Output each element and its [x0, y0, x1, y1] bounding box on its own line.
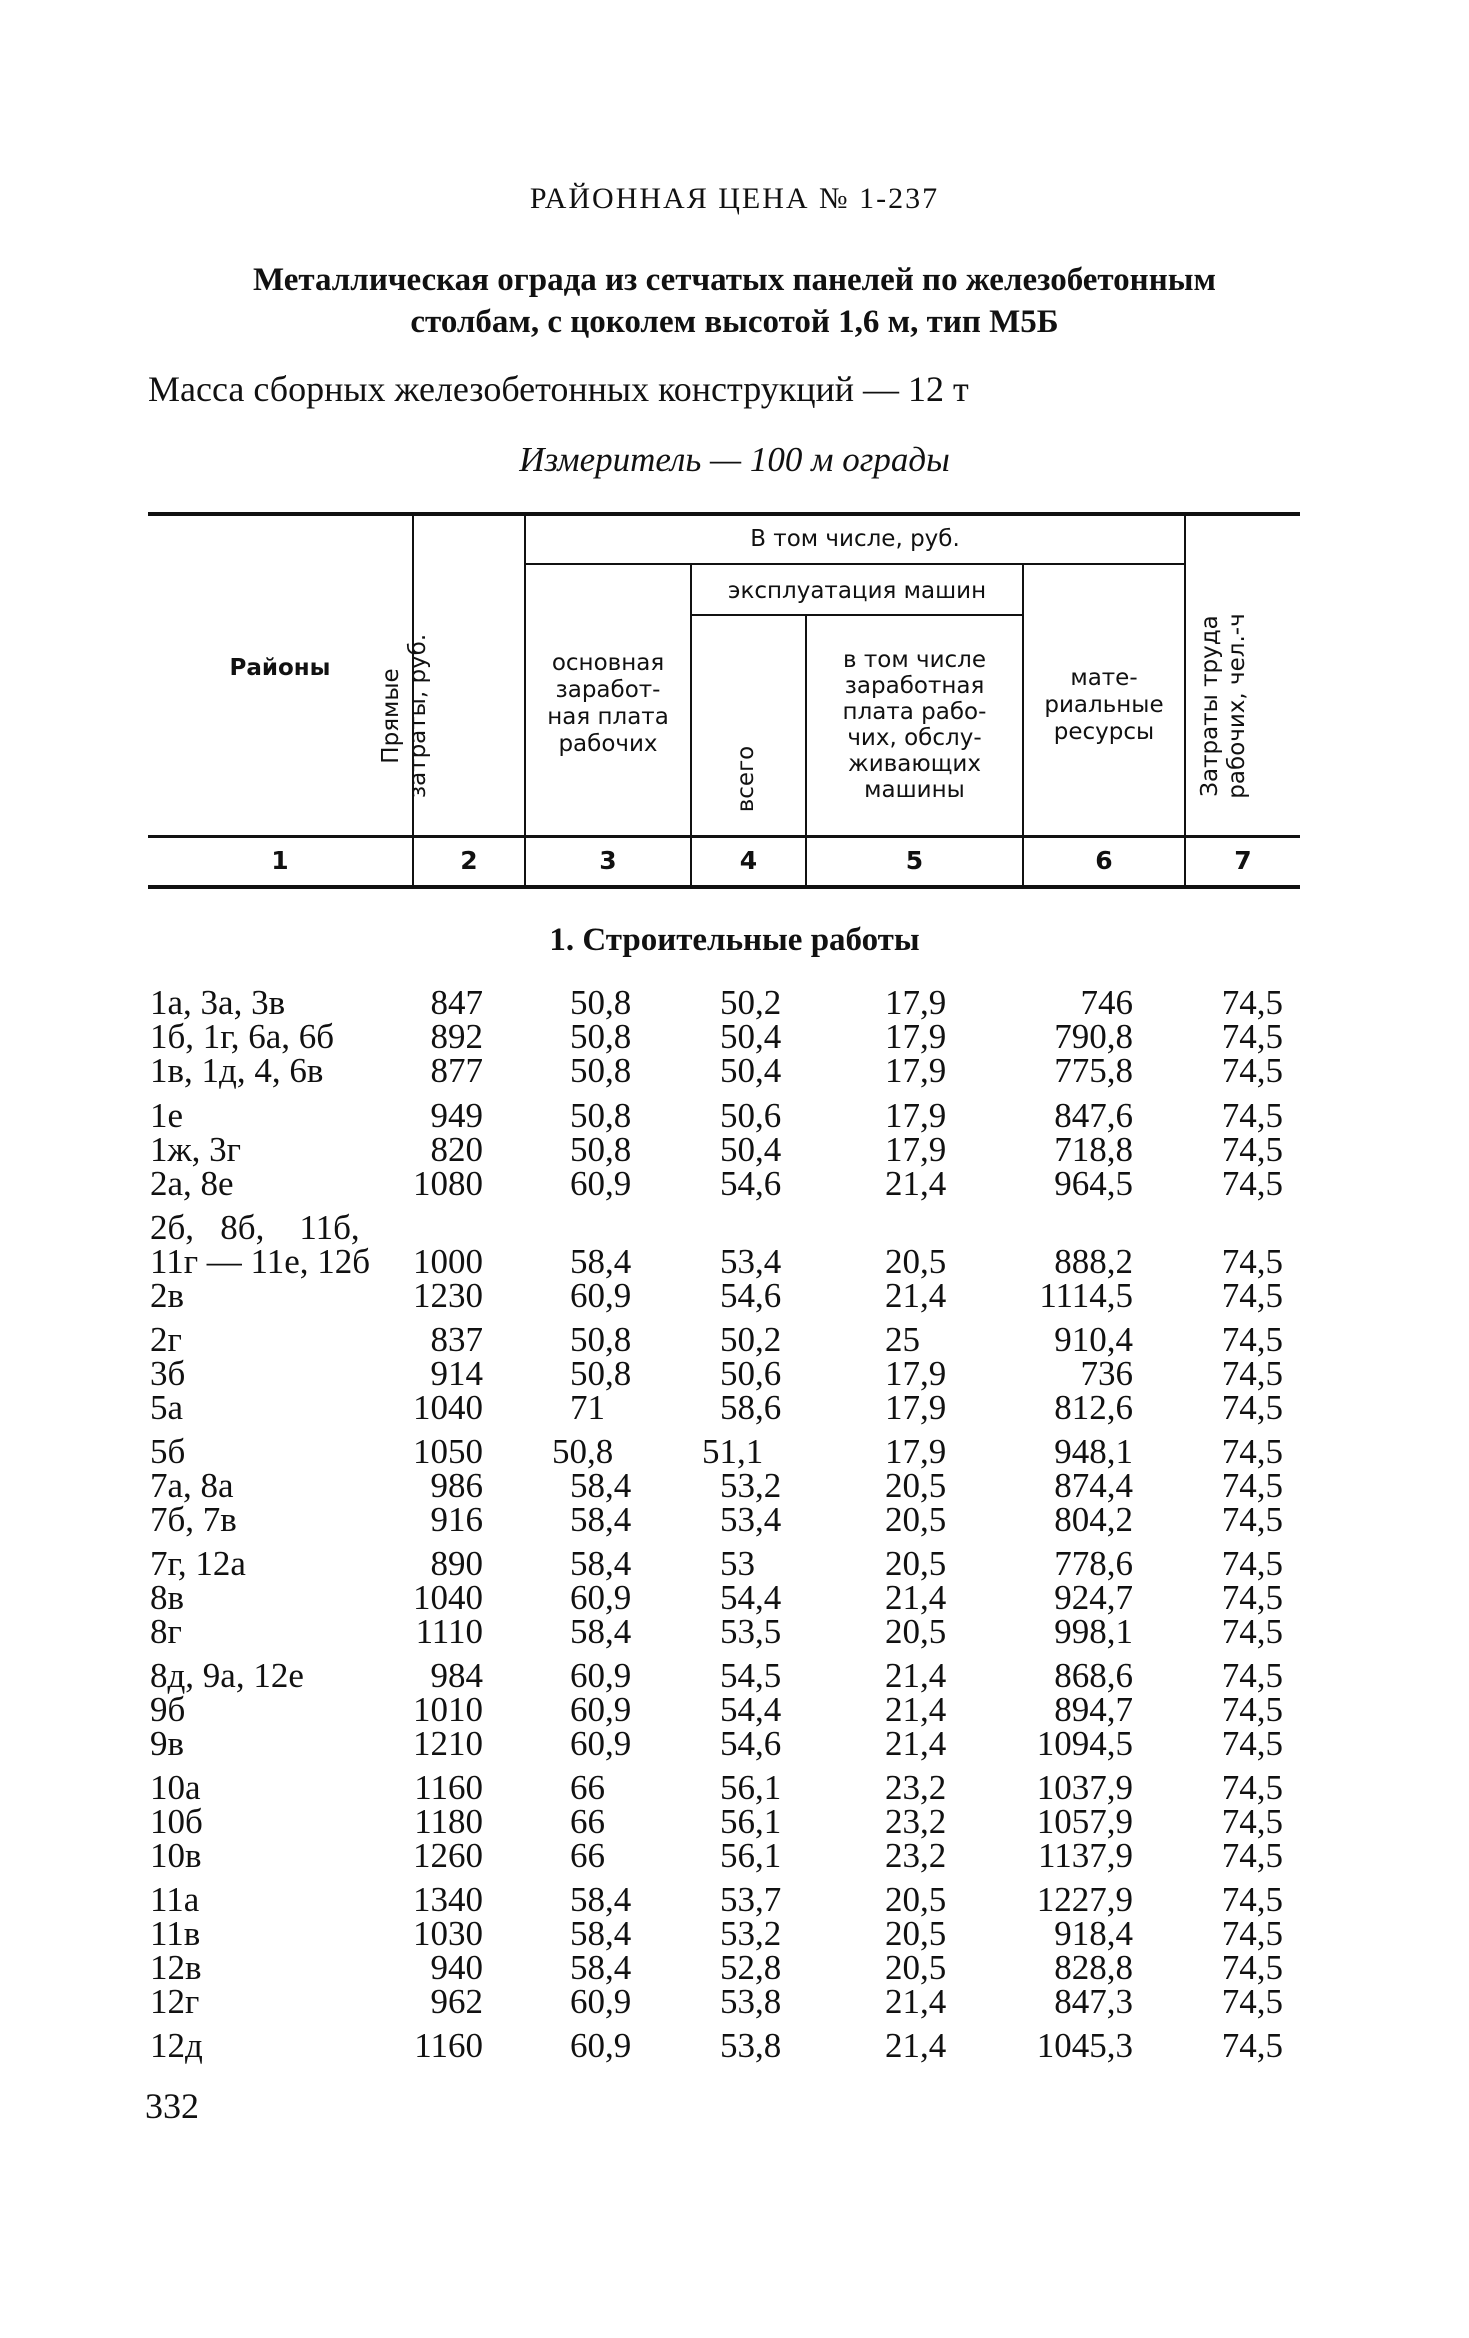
col-number-4: 4: [739, 846, 758, 875]
cell-machines-total: 53: [720, 1544, 755, 1583]
cell-operator-wage: 21,4: [885, 1982, 947, 2021]
cell-materials: 718,8: [1054, 1130, 1133, 1169]
cell-base-wage: 58,4: [570, 1914, 632, 1953]
cell-base-wage: 58,4: [570, 1544, 632, 1583]
cell-machines-total: 58,6: [720, 1388, 782, 1427]
cell-direct-costs: 1110: [415, 1612, 483, 1651]
cell-base-wage: 50,8: [570, 1051, 632, 1090]
cell-region: 11а: [150, 1880, 200, 1919]
cell-operator-wage: 23,2: [885, 1802, 947, 1841]
group-rule-machines: [690, 614, 1022, 616]
page-heading: РАЙОННАЯ ЦЕНА № 1-237: [529, 182, 940, 215]
cell-machines-total: 54,4: [720, 1690, 782, 1729]
header-labor: Затраты труда рабочих, чел.-ч: [1197, 613, 1250, 799]
cell-region: 1а, 3а, 3в: [150, 983, 286, 1022]
cell-region: 1б, 1г, 6а, 6б: [150, 1017, 335, 1056]
table-row: [0, 1692, 1469, 1728]
cell-region: 8г: [150, 1612, 182, 1651]
cell-machines-total: 54,4: [720, 1578, 782, 1617]
cell-region: 5а: [150, 1388, 184, 1427]
header-direct-costs: Прямые затраты, руб.: [378, 633, 431, 799]
cell-materials: 1114,5: [1039, 1276, 1133, 1315]
cell-machines-total: 53,2: [720, 1466, 782, 1505]
cell-direct-costs: 890: [430, 1544, 483, 1583]
cell-operator-wage: 23,2: [885, 1768, 947, 1807]
cell-region: 2г: [150, 1320, 182, 1359]
cell-machines-total: 50,2: [720, 1320, 782, 1359]
cell-labor: 74,5: [1221, 1612, 1283, 1651]
cell-region: 9в: [150, 1724, 185, 1763]
cell-labor: 74,5: [1221, 1017, 1283, 1056]
cell-operator-wage: 17,9: [885, 1354, 947, 1393]
cell-base-wage: 58,4: [570, 1500, 632, 1539]
cell-materials: 804,2: [1054, 1500, 1133, 1539]
cell-region: 2в: [150, 1276, 185, 1315]
cell-region: 7г, 12а: [150, 1544, 246, 1583]
cell-region: 12в: [150, 1948, 202, 1987]
cell-machines-total: 50,6: [720, 1354, 782, 1393]
cell-operator-wage: 17,9: [885, 1096, 947, 1135]
cell-base-wage: 50,8: [570, 1354, 632, 1393]
cell-materials: 847,3: [1054, 1982, 1133, 2021]
cell-region: 2а, 8е: [150, 1164, 234, 1203]
cell-direct-costs: 1260: [413, 1836, 483, 1875]
cell-base-wage: 71: [570, 1388, 605, 1427]
cell-operator-wage: 21,4: [885, 1724, 947, 1763]
cell-machines-total: 50,4: [720, 1130, 782, 1169]
cell-materials: 924,7: [1054, 1578, 1133, 1617]
cell-base-wage: 66: [570, 1836, 605, 1875]
cell-direct-costs: 892: [430, 1017, 483, 1056]
cell-labor: 74,5: [1221, 1130, 1283, 1169]
cell-machines-total: 54,6: [720, 1724, 782, 1763]
cell-direct-costs: 914: [430, 1354, 483, 1393]
cell-region: 10в: [150, 1836, 202, 1875]
cell-region: 12г: [150, 1982, 200, 2021]
cell-region: 7б, 7в: [150, 1500, 237, 1539]
cell-labor: 74,5: [1221, 1982, 1283, 2021]
cell-labor: 74,5: [1221, 1354, 1283, 1393]
cell-base-wage: 60,9: [570, 1656, 632, 1695]
cell-operator-wage: 25: [885, 1320, 920, 1359]
table-row: [0, 985, 1469, 1021]
col-number-3: 3: [599, 846, 617, 875]
cell-operator-wage: 20,5: [885, 1500, 947, 1539]
cell-materials: 812,6: [1054, 1388, 1133, 1427]
cell-operator-wage: 21,4: [885, 1690, 947, 1729]
cell-region: 12д: [150, 2026, 203, 2065]
cell-direct-costs: 820: [430, 1130, 483, 1169]
table-row: [0, 1132, 1469, 1168]
cell-base-wage: 58,4: [570, 1466, 632, 1505]
cell-machines-total: 50,4: [720, 1017, 782, 1056]
cell-materials: 910,4: [1054, 1320, 1133, 1359]
cell-labor: 74,5: [1221, 1578, 1283, 1617]
cell-region: 1е: [150, 1096, 184, 1135]
table-row: [0, 1278, 1469, 1314]
header-bottom-rule: [148, 885, 1300, 889]
table-row: [0, 1098, 1469, 1134]
cell-operator-wage: 17,9: [885, 1017, 947, 1056]
cell-base-wage: 60,9: [570, 1690, 632, 1729]
table-row: [0, 1244, 1469, 1280]
table-row: [0, 1166, 1469, 1202]
cell-base-wage: 50,8: [570, 1096, 632, 1135]
cell-region: 3б: [150, 1354, 186, 1393]
table-row: [0, 1950, 1469, 1986]
cell-direct-costs: 962: [430, 1982, 483, 2021]
cell-machines-total: 56,1: [720, 1768, 782, 1807]
cell-labor: 74,5: [1221, 1656, 1283, 1695]
cell-region: 9б: [150, 1690, 186, 1729]
cell-machines-total: 53,4: [720, 1242, 782, 1281]
cell-materials: 1227,9: [1036, 1880, 1133, 1919]
header-operator-wage: в том числе заработная плата рабо- чих, обслу- живающих машины: [842, 647, 987, 803]
cell-machines-total: 54,6: [720, 1164, 782, 1203]
cell-direct-costs: 877: [430, 1051, 483, 1090]
cell-direct-costs: 1040: [413, 1578, 483, 1617]
cell-materials: 918,4: [1054, 1914, 1133, 1953]
cell-materials: 1037,9: [1036, 1768, 1133, 1807]
cell-materials: 998,1: [1054, 1612, 1133, 1651]
cell-direct-costs: 940: [430, 1948, 483, 1987]
group-rule-including: [526, 563, 1184, 565]
cell-direct-costs: 1340: [413, 1880, 483, 1919]
cell-labor: 74,5: [1221, 1466, 1283, 1505]
cell-machines-total: 51,1: [702, 1432, 764, 1471]
header-including: В том числе, руб.: [750, 526, 960, 552]
cell-labor: 74,5: [1221, 983, 1283, 1022]
cell-labor: 74,5: [1221, 1242, 1283, 1281]
cell-base-wage: 60,9: [570, 1164, 632, 1203]
table-row: [0, 1468, 1469, 1504]
cell-operator-wage: 17,9: [885, 1130, 947, 1169]
cell-direct-costs: 1160: [414, 2026, 483, 2065]
cell-materials: 948,1: [1054, 1432, 1133, 1471]
cell-base-wage: 60,9: [570, 2026, 632, 2065]
cell-labor: 74,5: [1221, 1096, 1283, 1135]
cell-operator-wage: 20,5: [885, 1612, 947, 1651]
cell-labor: 74,5: [1221, 1544, 1283, 1583]
cell-region: 11в: [150, 1914, 201, 1953]
cell-materials: 847,6: [1054, 1096, 1133, 1135]
cell-materials: 1045,3: [1036, 2026, 1133, 2065]
cell-labor: 74,5: [1221, 1724, 1283, 1763]
cell-operator-wage: 20,5: [885, 1880, 947, 1919]
table-row: [0, 1356, 1469, 1392]
table-row: [0, 1053, 1469, 1089]
cell-machines-total: 50,2: [720, 983, 782, 1022]
cell-materials: 1137,9: [1038, 1836, 1133, 1875]
cell-operator-wage: 17,9: [885, 1432, 947, 1471]
cell-labor: 74,5: [1221, 1948, 1283, 1987]
cell-machines-total: 53,4: [720, 1500, 782, 1539]
cell-direct-costs: 1230: [413, 1276, 483, 1315]
cell-labor: 74,5: [1221, 1432, 1283, 1471]
cell-machines-total: 56,1: [720, 1802, 782, 1841]
cell-operator-wage: 21,4: [885, 2026, 947, 2065]
cell-materials: 1057,9: [1036, 1802, 1133, 1841]
col-number-7: 7: [1234, 846, 1252, 875]
header-top-rule: [148, 512, 1300, 516]
cell-machines-total: 56,1: [720, 1836, 782, 1875]
cell-machines-total: 53,7: [720, 1880, 782, 1919]
cell-base-wage: 58,4: [570, 1612, 632, 1651]
header-machine-operation: эксплуатация машин: [727, 578, 987, 604]
cell-materials: 790,8: [1054, 1017, 1133, 1056]
cell-operator-wage: 21,4: [885, 1276, 947, 1315]
cell-operator-wage: 23,2: [885, 1836, 947, 1875]
cell-base-wage: 60,9: [570, 1982, 632, 2021]
cell-region: 1ж, 3г: [150, 1130, 242, 1169]
table-row: [0, 1614, 1469, 1650]
cell-materials: 868,6: [1054, 1656, 1133, 1695]
cell-direct-costs: 1080: [413, 1164, 483, 1203]
cell-materials: 894,7: [1054, 1690, 1133, 1729]
table-row: [0, 1916, 1469, 1952]
cell-materials: 888,2: [1054, 1242, 1133, 1281]
cell-region: 8в: [150, 1578, 185, 1617]
table-row: [0, 1210, 1469, 1246]
table-row: [0, 1580, 1469, 1616]
cell-operator-wage: 21,4: [885, 1578, 947, 1617]
cell-operator-wage: 20,5: [885, 1544, 947, 1583]
cell-direct-costs: 1160: [414, 1768, 483, 1807]
cell-machines-total: 53,8: [720, 1982, 782, 2021]
cell-direct-costs: 837: [430, 1320, 483, 1359]
table-row: [0, 1804, 1469, 1840]
cell-region: 2б, 8б, 11б,: [150, 1208, 360, 1247]
cell-direct-costs: 1050: [413, 1432, 483, 1471]
cell-materials: 736: [1080, 1354, 1133, 1393]
cell-base-wage: 58,4: [570, 1880, 632, 1919]
table-row: [0, 1726, 1469, 1762]
mass-statement: Масса сборных железобетонных конструкций — 12 т: [148, 369, 969, 409]
cell-operator-wage: 20,5: [885, 1914, 947, 1953]
cell-labor: 74,5: [1221, 1768, 1283, 1807]
cell-region: 10а: [150, 1768, 201, 1807]
table-row: [0, 1770, 1469, 1806]
cell-direct-costs: 847: [430, 983, 483, 1022]
cell-base-wage: 50,8: [570, 983, 632, 1022]
col-divider-6: [1184, 514, 1186, 886]
col-number-6: 6: [1095, 846, 1113, 875]
cell-materials: 778,6: [1054, 1544, 1133, 1583]
cell-materials: 746: [1080, 983, 1133, 1022]
cell-machines-total: 50,4: [720, 1051, 782, 1090]
cell-base-wage: 60,9: [570, 1724, 632, 1763]
cell-labor: 74,5: [1221, 1500, 1283, 1539]
page-number: 332: [145, 2086, 199, 2126]
cell-base-wage: 60,9: [570, 1276, 632, 1315]
cell-direct-costs: 984: [430, 1656, 483, 1695]
cell-labor: 74,5: [1221, 2026, 1283, 2065]
cell-region: 11г — 11е, 12б: [150, 1242, 371, 1281]
cell-base-wage: 58,4: [570, 1948, 632, 1987]
cell-machines-total: 53,8: [720, 2026, 782, 2065]
cell-operator-wage: 17,9: [885, 1388, 947, 1427]
header-mid-rule: [148, 835, 1300, 838]
cell-region: 1в, 1д, 4, 6в: [150, 1051, 324, 1090]
cell-labor: 74,5: [1221, 1388, 1283, 1427]
cell-direct-costs: 986: [430, 1466, 483, 1505]
header-regions: Районы: [229, 655, 331, 681]
cell-operator-wage: 20,5: [885, 1242, 947, 1281]
cell-materials: 828,8: [1054, 1948, 1133, 1987]
cell-operator-wage: 21,4: [885, 1164, 947, 1203]
section-title: 1. Строительные работы: [549, 922, 920, 958]
cell-base-wage: 58,4: [570, 1242, 632, 1281]
cell-operator-wage: 20,5: [885, 1466, 947, 1505]
table-row: [0, 1390, 1469, 1426]
cell-machines-total: 53,2: [720, 1914, 782, 1953]
cell-labor: 74,5: [1221, 1276, 1283, 1315]
table-row: [0, 1838, 1469, 1874]
table-row: [0, 1546, 1469, 1582]
cell-direct-costs: 1030: [413, 1914, 483, 1953]
cell-machines-total: 54,6: [720, 1276, 782, 1315]
cell-direct-costs: 1010: [413, 1690, 483, 1729]
col-divider-3: [690, 565, 692, 886]
cell-operator-wage: 20,5: [885, 1948, 947, 1987]
col-number-5: 5: [905, 846, 924, 875]
cell-labor: 74,5: [1221, 1802, 1283, 1841]
cell-direct-costs: 949: [430, 1096, 483, 1135]
cell-labor: 74,5: [1221, 1914, 1283, 1953]
document-title-line-1: Металлическая ограда из сетчатых панелей по железобетонным: [253, 262, 1216, 298]
cell-direct-costs: 916: [430, 1500, 483, 1539]
cell-base-wage: 50,8: [570, 1130, 632, 1169]
cell-materials: 1094,5: [1036, 1724, 1133, 1763]
cell-machines-total: 52,8: [720, 1948, 782, 1987]
table-row: [0, 2028, 1469, 2064]
cell-machines-total: 54,5: [720, 1656, 782, 1695]
cell-labor: 74,5: [1221, 1690, 1283, 1729]
table-row: [0, 1984, 1469, 2020]
cell-operator-wage: 21,4: [885, 1656, 947, 1695]
header-machines-total: всего: [733, 745, 759, 813]
cell-machines-total: 53,5: [720, 1612, 782, 1651]
cell-base-wage: 60,9: [570, 1578, 632, 1617]
table-row: [0, 1502, 1469, 1538]
cell-labor: 74,5: [1221, 1320, 1283, 1359]
col-number-2: 2: [460, 846, 478, 875]
table-row: [0, 1322, 1469, 1358]
unit-of-measure: Измеритель — 100 м ограды: [519, 440, 950, 479]
document-title-line-2: столбам, с цоколем высотой 1,6 м, тип М5Б: [410, 304, 1059, 340]
cell-labor: 74,5: [1221, 1880, 1283, 1919]
cell-direct-costs: 1210: [413, 1724, 483, 1763]
cell-base-wage: 66: [570, 1802, 605, 1841]
header-base-wage: основная заработ- ная плата рабочих: [547, 650, 669, 757]
cell-operator-wage: 17,9: [885, 983, 947, 1022]
cell-base-wage: 66: [570, 1768, 605, 1807]
cell-operator-wage: 17,9: [885, 1051, 947, 1090]
cell-region: 10б: [150, 1802, 203, 1841]
cell-region: 8д, 9а, 12е: [150, 1656, 304, 1695]
cell-base-wage: 50,8: [570, 1320, 632, 1359]
header-materials: мате- риальные ресурсы: [1044, 665, 1164, 745]
cell-materials: 775,8: [1054, 1051, 1133, 1090]
cell-region: 5б: [150, 1432, 186, 1471]
cell-base-wage: 50,8: [552, 1432, 614, 1471]
cell-labor: 74,5: [1221, 1051, 1283, 1090]
table-row: [0, 1658, 1469, 1694]
cell-direct-costs: 1000: [413, 1242, 483, 1281]
cell-labor: 74,5: [1221, 1164, 1283, 1203]
table-row: [0, 1882, 1469, 1918]
table-row: [0, 1434, 1469, 1470]
col-number-1: 1: [271, 846, 289, 875]
cell-region: 7а, 8а: [150, 1466, 234, 1505]
table-row: [0, 1019, 1469, 1055]
cell-materials: 964,5: [1054, 1164, 1133, 1203]
cell-base-wage: 50,8: [570, 1017, 632, 1056]
cell-direct-costs: 1040: [413, 1388, 483, 1427]
cell-materials: 874,4: [1054, 1466, 1133, 1505]
cell-machines-total: 50,6: [720, 1096, 782, 1135]
cell-direct-costs: 1180: [414, 1802, 483, 1841]
cell-labor: 74,5: [1221, 1836, 1283, 1875]
